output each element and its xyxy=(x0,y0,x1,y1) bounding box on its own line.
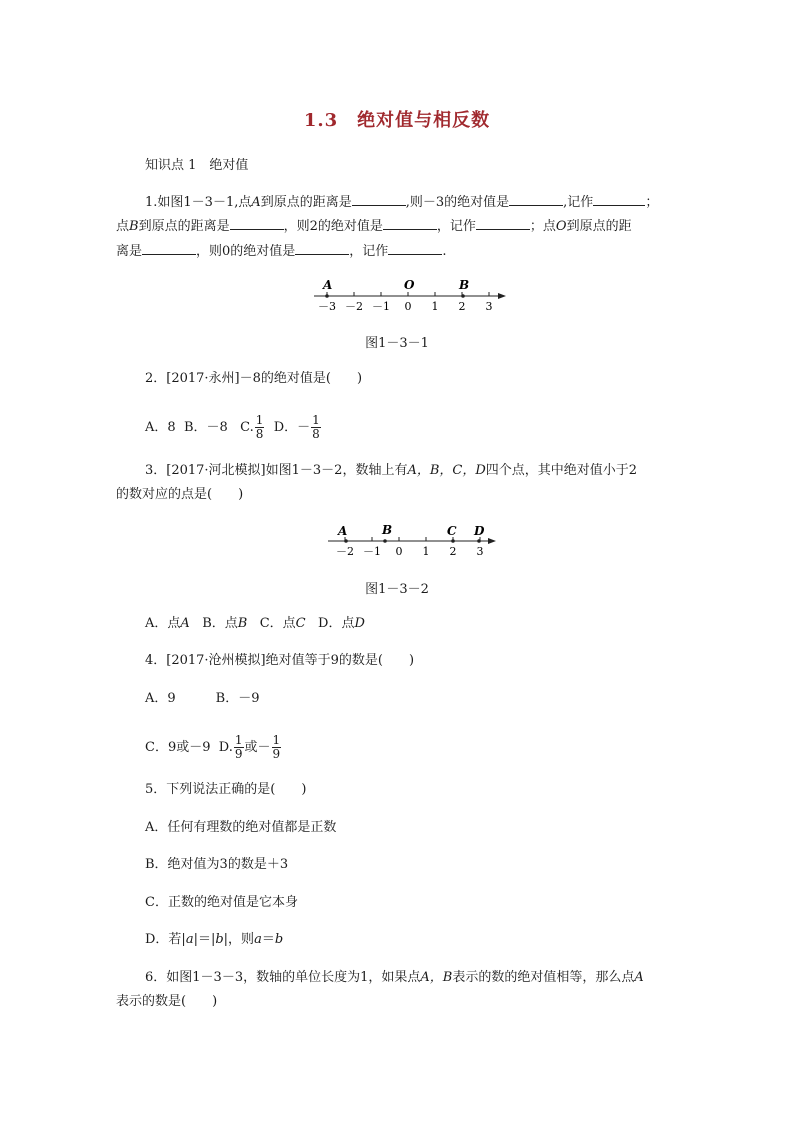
tick-label: 0 xyxy=(404,300,412,313)
q3-line-1: 3．[2017·河北模拟]如图1－3－2，数轴上有A，B，C，D四个点，其中绝对值小于2 xyxy=(145,463,638,478)
tick-label: 1 xyxy=(431,300,439,313)
tick-label: 3 xyxy=(485,300,493,313)
answer-blank[interactable] xyxy=(593,191,645,206)
answer-blank[interactable] xyxy=(142,240,196,255)
tick-label: －2 xyxy=(336,545,354,558)
point-c-dot xyxy=(451,539,455,543)
answer-blank[interactable] xyxy=(230,215,284,230)
q6-line-1: 6．如图1－3－3，数轴的单位长度为1，如果点A，B表示的数的绝对值相等，那么点A xyxy=(145,970,644,985)
fraction: $\frac{1}{9}$ xyxy=(234,733,243,761)
tick-label: 0 xyxy=(395,545,403,558)
figure-caption-1: 图1－3－1 xyxy=(365,336,429,351)
q1-line-1: 1.如图1－3－1,点A到原点的距离是 ,则－3的绝对值是 ,记作 ； xyxy=(145,191,658,213)
q3-options: A．点A B．点B C．点C D．点D xyxy=(145,616,365,631)
tick-label: －1 xyxy=(372,300,390,313)
point-label: C xyxy=(447,524,457,538)
point-a-dot xyxy=(344,539,348,543)
page-title: 1.3 绝对值与相反数 xyxy=(303,110,491,131)
point-b-dot xyxy=(383,539,387,543)
q5-stem: 5．下列说法正确的是( ) xyxy=(145,782,307,797)
q6-line-2: 表示的数是( ) xyxy=(116,994,218,1009)
point-b-dot xyxy=(461,294,465,298)
tick-label: 1 xyxy=(422,545,430,558)
q4-options-ab: A．9 B．－9 xyxy=(145,691,260,706)
point-label: O xyxy=(404,278,415,292)
section-heading: 知识点 1 绝对值 xyxy=(145,158,249,173)
q5-option-d: D．若|a|＝|b|，则a＝b xyxy=(145,932,284,947)
answer-blank[interactable] xyxy=(476,215,530,230)
tick-label: 2 xyxy=(449,545,457,558)
point-label: D xyxy=(474,524,485,538)
fraction: $\frac{1}{9}$ xyxy=(272,733,281,761)
q5-option-a: A．任何有理数的绝对值都是正数 xyxy=(145,820,337,835)
fraction: $\frac{1}{8}$ xyxy=(255,413,264,441)
figure-caption-2: 图1－3－2 xyxy=(365,582,429,597)
q1-line-3: 离是 ，则0的绝对值是 ，记作 . xyxy=(116,240,446,262)
tick-label: －2 xyxy=(345,300,363,313)
number-line-figure-1 xyxy=(300,276,520,318)
answer-blank[interactable] xyxy=(388,240,442,255)
answer-blank[interactable] xyxy=(352,191,406,206)
q4-options-cd: C．9或－9 D. $\frac{1}{9}$ 或－ $\frac{1}{9}$ xyxy=(145,733,281,761)
point-label: B xyxy=(459,278,470,292)
answer-blank[interactable] xyxy=(509,191,563,206)
tick-label: 2 xyxy=(458,300,466,313)
point-label: A xyxy=(338,524,348,538)
q3-line-2: 的数对应的点是( ) xyxy=(116,487,244,502)
q4-stem: 4．[2017·沧州模拟]绝对值等于9的数是( ) xyxy=(145,653,415,668)
answer-blank[interactable] xyxy=(295,240,349,255)
q2-stem: 2．[2017·永州]－8的绝对值是( ) xyxy=(145,371,363,386)
point-a-dot xyxy=(325,294,329,298)
number-line-figure-2 xyxy=(320,522,510,562)
tick-label: －3 xyxy=(318,300,336,313)
tick-label: 3 xyxy=(476,545,484,558)
q2-options: A．8 B．－8 C. $\frac{1}{8}$ D．－ $\frac{1}{8}$ xyxy=(145,413,320,441)
q5-option-b: B．绝对值为3的数是＋3 xyxy=(145,857,289,872)
arrow-icon xyxy=(498,293,506,299)
q5-option-c: C．正数的绝对值是它本身 xyxy=(145,895,298,910)
answer-blank[interactable] xyxy=(383,215,437,230)
point-d-dot xyxy=(477,539,481,543)
fraction: $\frac{1}{8}$ xyxy=(312,413,320,441)
arrow-icon xyxy=(488,538,496,544)
point-label: B xyxy=(382,523,393,537)
point-label: A xyxy=(323,278,333,292)
tick-label: －1 xyxy=(363,545,381,558)
q1-line-2: 点B到原点的距离是 ，则2的绝对值是 ，记作 ；点O到原点的距 xyxy=(116,215,632,237)
